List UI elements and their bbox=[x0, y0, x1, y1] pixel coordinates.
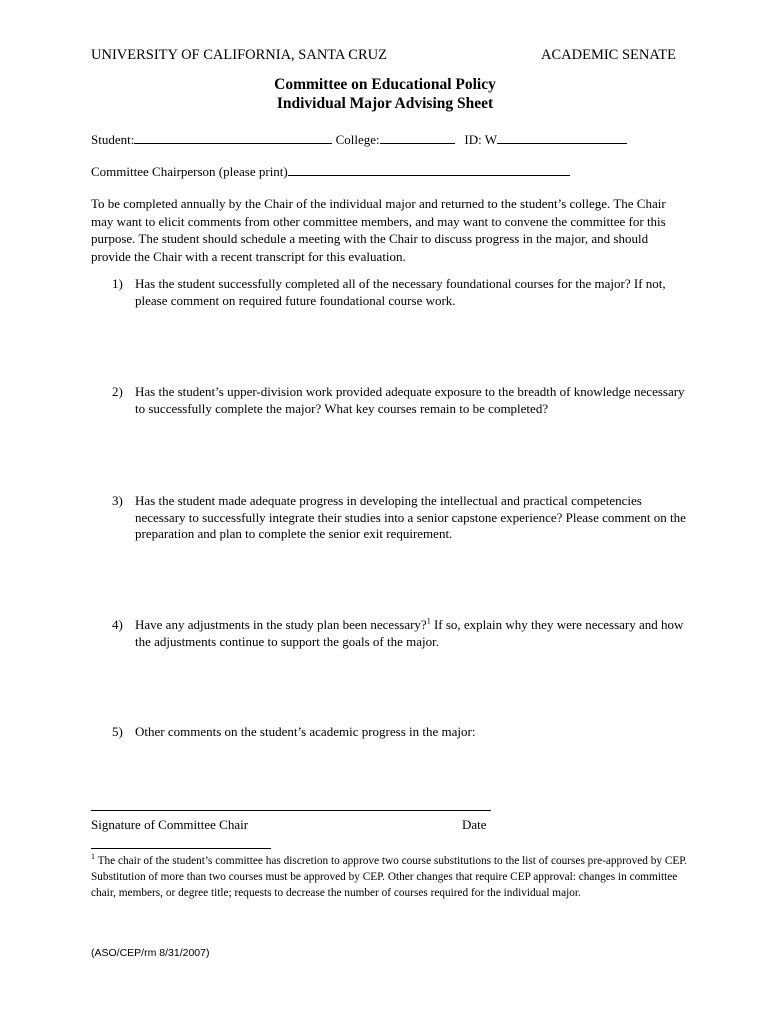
student-field-row bbox=[91, 131, 627, 148]
question-2-text: Has the student’s upper-division work provided adequate exposure to the breadth of knowledge necessary to successfully complete the major? What key courses remain to be completed? bbox=[135, 384, 685, 416]
question-3-number: 3) bbox=[112, 493, 123, 508]
footnote bbox=[91, 853, 691, 901]
id-input-line[interactable] bbox=[497, 131, 627, 144]
footnote-reference: 1 bbox=[426, 616, 431, 626]
college-input-line[interactable] bbox=[380, 131, 455, 144]
question-4-text-part2: If so, explain why they were necessary and how the adjustments continue to support the goals of the major. bbox=[135, 617, 684, 649]
institution-name: UNIVERSITY OF CALIFORNIA, SANTA CRUZ bbox=[91, 47, 387, 63]
question-4-text bbox=[135, 617, 695, 650]
footnote-marker: 1 bbox=[91, 852, 95, 862]
footnote-text: The chair of the student’s committee has discretion to approve two course substitutions to the list of courses pre-approved by CEP. Substitution of more than two courses must be approved by CEP. Other changes that require CEP approval: changes in committee chair, members, or degree title; requests to decrease the number of courses required for the individual major. bbox=[91, 855, 688, 899]
footnote-divider bbox=[91, 848, 271, 849]
chair-input-line[interactable] bbox=[288, 163, 570, 176]
question-4-number: 4) bbox=[112, 617, 123, 632]
id-label: ID: W bbox=[464, 132, 498, 147]
date-label: Date bbox=[462, 817, 487, 832]
document-title-line1: Committee on Educational Policy bbox=[274, 76, 496, 93]
chair-field-row bbox=[91, 163, 570, 180]
question-3-text: Has the student made adequate progress in developing the intellectual and practical competencies necessary to successfully integrate their studies into a senior capstone experience? Please comment on the preparation and plan to complete the senior exit requirement. bbox=[135, 493, 686, 541]
instructions-paragraph: To be completed annually by the Chair of the individual major and returned to the student’s college. The Chair may want to elicit comments from other committee members, and may want to convene the committee for this purpose. The student should schedule a meeting with the Chair to discuss progress in the major, and should provide the Chair with a recent transcript for this evaluation. bbox=[91, 196, 666, 264]
signature-label: Signature of Committee Chair bbox=[91, 817, 249, 832]
academic-senate-label: ACADEMIC SENATE bbox=[541, 47, 676, 63]
student-input-line[interactable] bbox=[134, 131, 332, 144]
question-5-text: Other comments on the student’s academic progress in the major: bbox=[135, 724, 476, 739]
question-5-number: 5) bbox=[112, 724, 123, 739]
question-1-text: Has the student successfully completed all of the necessary foundational courses for the major? If not, please comment on required future foundational course work. bbox=[135, 276, 666, 308]
chair-label: Committee Chairperson (please print) bbox=[91, 164, 288, 179]
question-4-text-part1: Have any adjustments in the study plan been necessary? bbox=[135, 617, 427, 632]
document-title-line2: Individual Major Advising Sheet bbox=[276, 95, 494, 112]
question-2-number: 2) bbox=[112, 384, 123, 399]
question-1-number: 1) bbox=[112, 276, 123, 291]
college-label: College: bbox=[335, 132, 380, 147]
student-label: Student: bbox=[91, 132, 135, 147]
signature-line[interactable] bbox=[91, 810, 491, 811]
form-code: (ASO/CEP/rm 8/31/2007) bbox=[91, 947, 210, 959]
